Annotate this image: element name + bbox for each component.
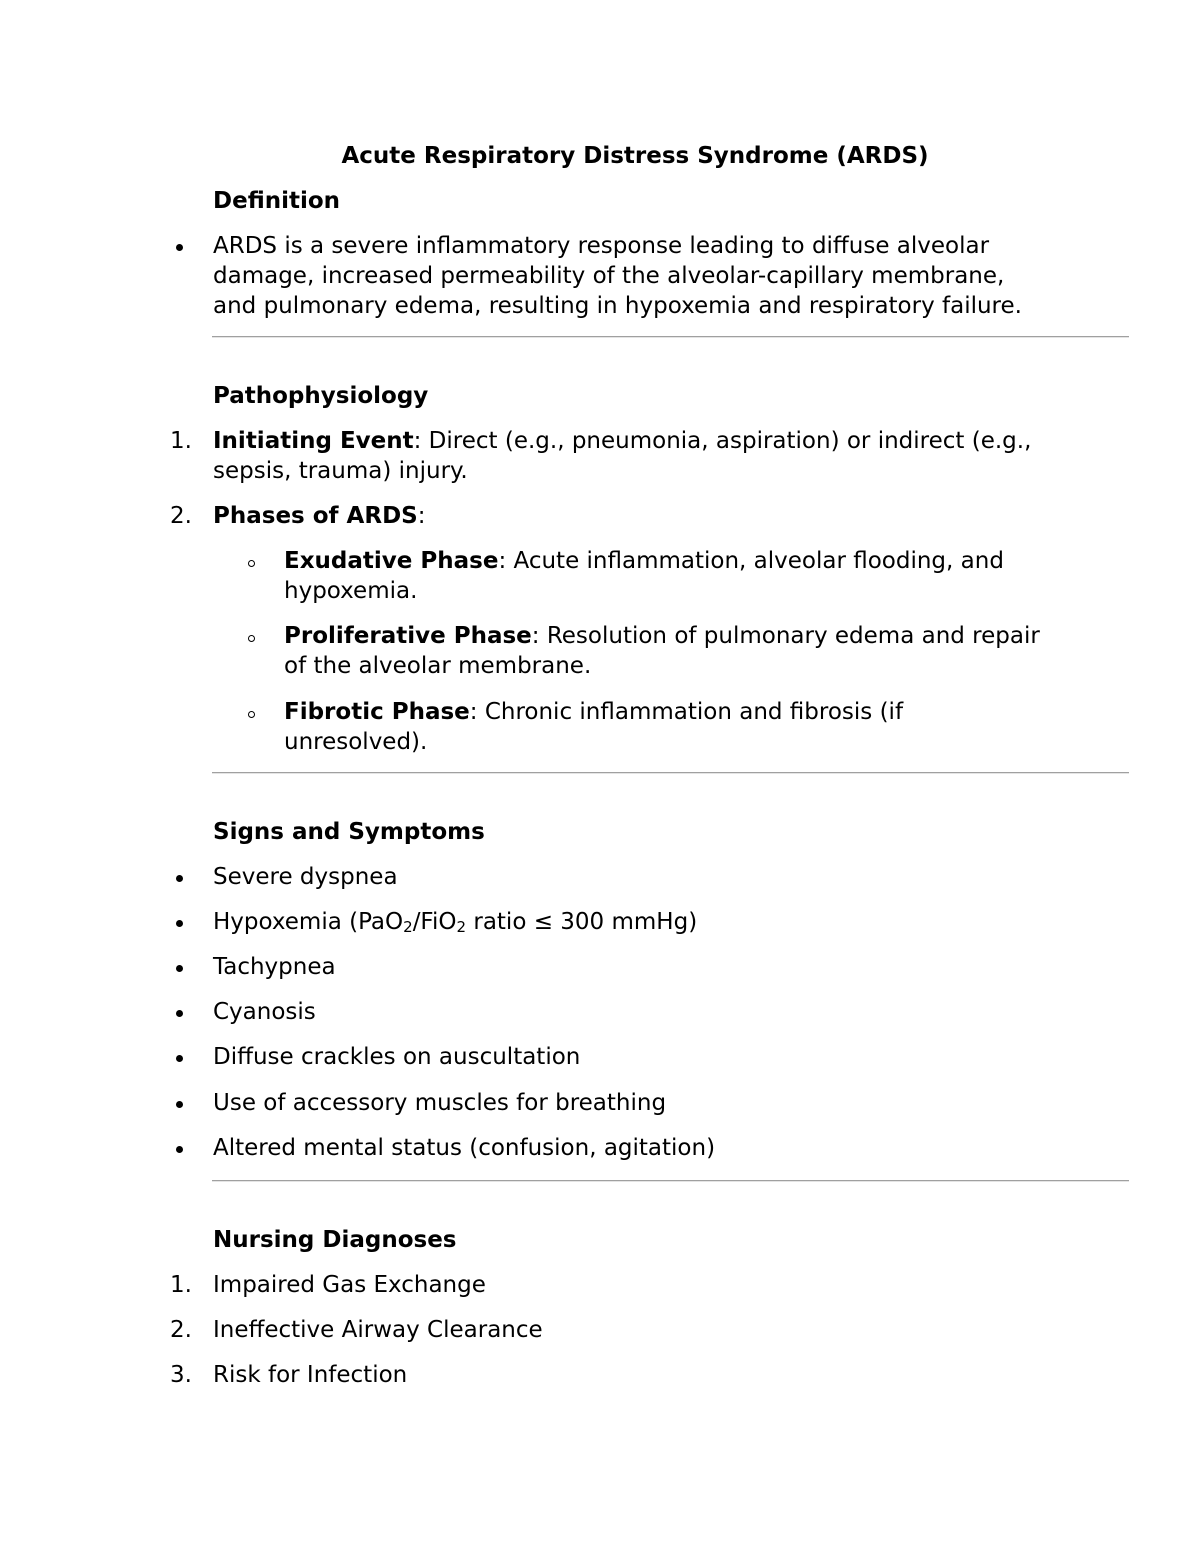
symptom-item: Altered mental status (confusion, agitation) (213, 1135, 716, 1161)
phases-item (213, 501, 425, 531)
phases-term: Phases of ARDS (213, 503, 418, 529)
proliferative-phase-text: : Resolution of pulmonary edema and repair (531, 623, 1040, 649)
proliferative-phase-text-cont: of the alveolar membrane. (284, 653, 592, 679)
list-number: 1. (170, 428, 192, 454)
fibrotic-phase-text-cont: unresolved). (284, 729, 428, 755)
symptom-item: Use of accessory muscles for breathing (213, 1090, 667, 1116)
list-number: 3. (170, 1362, 192, 1388)
circle-bullet-icon (246, 546, 258, 576)
signs-heading: Signs and Symptoms (213, 819, 485, 845)
symptom-item: Severe dyspnea (213, 864, 398, 890)
list-number: 2. (170, 1317, 192, 1343)
list-number: 2. (170, 503, 192, 529)
definition-text-line: ARDS is a severe inflammatory response leading to diffuse alveolar (213, 233, 990, 259)
definition-heading: Definition (213, 188, 341, 214)
bullet-icon (174, 1133, 186, 1163)
hypoxemia-ratio-text: ratio ≤ 300 mmHg) (466, 909, 698, 935)
definition-text-line: damage, increased permeability of the alveolar-capillary membrane, (213, 263, 1005, 289)
bullet-icon (174, 1088, 186, 1118)
initiating-event-text-cont: sepsis, trauma) injury. (213, 458, 468, 484)
list-number: 1. (170, 1272, 192, 1298)
subscript-2: 2 (456, 918, 467, 936)
proliferative-phase-item (284, 621, 1040, 651)
bullet-icon (174, 907, 186, 937)
proliferative-phase-term: Proliferative Phase (284, 623, 532, 649)
diagnosis-item: Ineffective Airway Clearance (213, 1317, 543, 1343)
symptom-item: Diffuse crackles on auscultation (213, 1044, 581, 1070)
bullet-icon (174, 1042, 186, 1072)
exudative-phase-term: Exudative Phase (284, 548, 499, 574)
section-divider (212, 1180, 1129, 1182)
exudative-phase-text-cont: hypoxemia. (284, 578, 418, 604)
circle-bullet-icon (246, 697, 258, 727)
hypoxemia-text: Hypoxemia (PaO (213, 909, 404, 935)
symptom-item: Cyanosis (213, 999, 316, 1025)
fibrotic-phase-item (284, 697, 903, 727)
bullet-icon (174, 997, 186, 1027)
nursing-diagnoses-heading: Nursing Diagnoses (213, 1227, 457, 1253)
fibrotic-phase-text: : Chronic inflammation and fibrosis (if (469, 699, 904, 725)
initiating-event-item (213, 426, 1031, 456)
symptom-item-hypoxemia (213, 907, 697, 937)
phases-colon: : (417, 503, 426, 529)
exudative-phase-text: : Acute inflammation, alveolar flooding, and (498, 548, 1004, 574)
bullet-icon (174, 952, 186, 982)
definition-text-line: and pulmonary edema, resulting in hypoxemia and respiratory failure. (213, 293, 1022, 319)
initiating-event-term: Initiating Event (213, 428, 414, 454)
section-divider (212, 336, 1129, 338)
bullet-icon (174, 862, 186, 892)
initiating-event-text: : Direct (e.g., pneumonia, aspiration) or indirect (e.g., (413, 428, 1032, 454)
subscript-2: 2 (403, 918, 413, 936)
pathophysiology-heading: Pathophysiology (213, 383, 429, 409)
document-title: Acute Respiratory Distress Syndrome (ARDS) (341, 143, 929, 169)
hypoxemia-fio-text: /FiO (412, 909, 457, 935)
bullet-icon (174, 231, 186, 261)
exudative-phase-item (284, 546, 1004, 576)
symptom-item: Tachypnea (213, 954, 336, 980)
diagnosis-item: Risk for Infection (213, 1362, 408, 1388)
section-divider (212, 772, 1129, 774)
diagnosis-item: Impaired Gas Exchange (213, 1272, 486, 1298)
circle-bullet-icon (246, 621, 258, 651)
fibrotic-phase-term: Fibrotic Phase (284, 699, 470, 725)
